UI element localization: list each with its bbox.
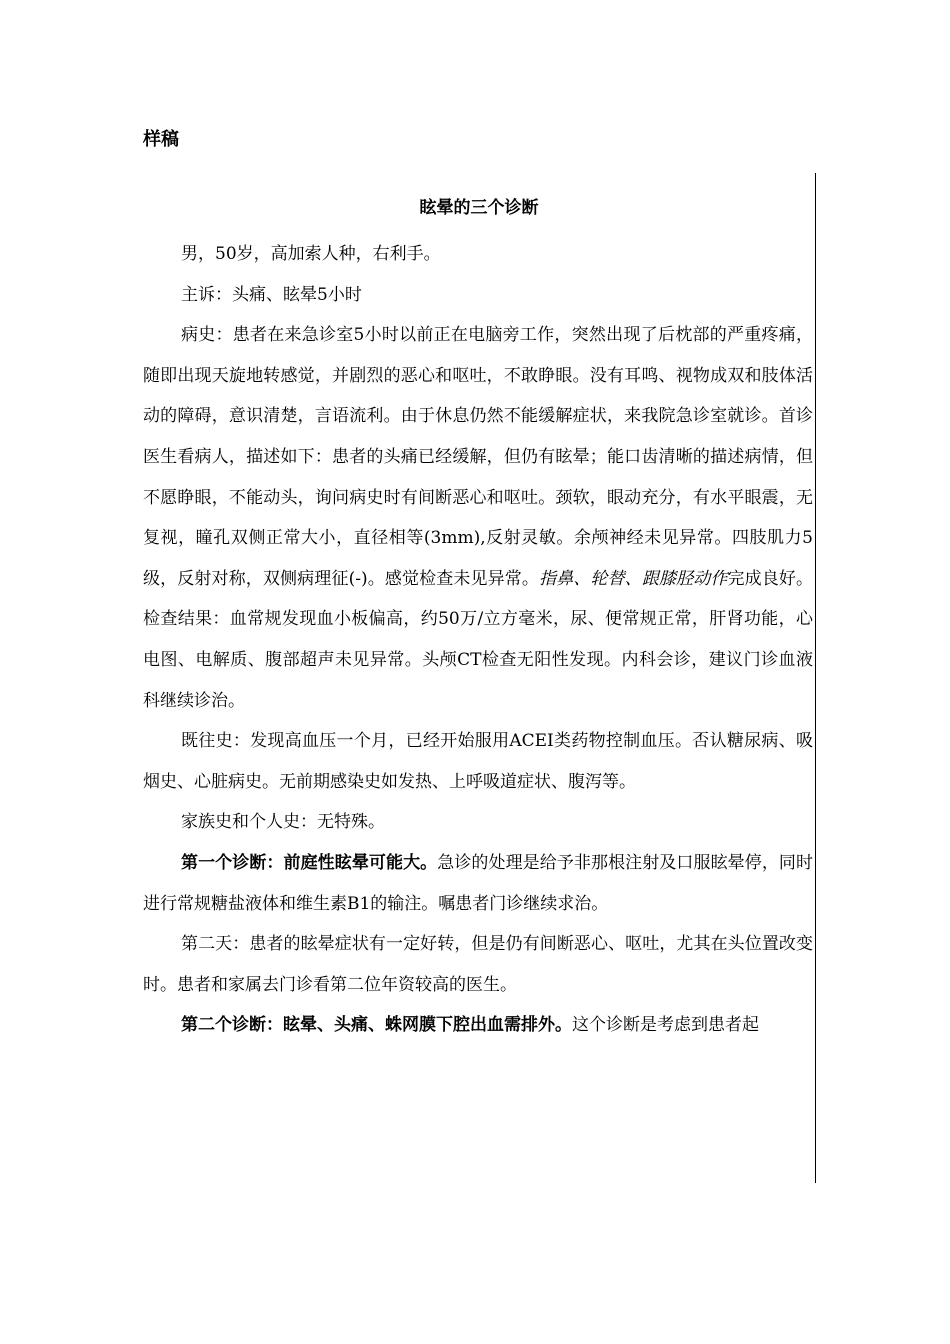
first-diagnosis-heading: 第一个诊断：前庭性眩晕可能大。 [181, 852, 438, 873]
second-diagnosis [143, 1005, 813, 1046]
history-text-part2: 完成良好。检查结果：血常规发现血小板偏高，约50万/立方毫米，尿、便常规正常，肝肾功能，心电图、电解质、腹部超声未见异常。头颅CT检查无阳性发现。内科会诊，建议门诊血液科继续诊治。 [143, 568, 814, 711]
second-diagnosis-text: 这个诊断是考虑到患者起 [572, 1015, 759, 1036]
first-diagnosis [143, 843, 813, 924]
right-margin-rule [815, 173, 816, 1183]
past-medical-history: 既往史：发现高血压一个月，已经开始服用ACEI类药物控制血压。否认糖尿病、吸烟史、心脏病史。无前期感染史如发热、上呼吸道症状、腹泻等。 [143, 731, 813, 792]
draft-watermark-label: 样稿 [143, 129, 179, 150]
patient-demographics: 男，50岁，高加索人种，右利手。 [181, 244, 441, 264]
document-body [143, 234, 813, 1046]
present-illness-history [143, 315, 813, 721]
second-day-note: 第二天：患者的眩晕症状有一定好转，但是仍有间断恶心、呕吐，尤其在头位置改变时。患者和家属去门诊看第二位年资较高的医生。 [143, 934, 813, 995]
history-text-part1: 病史：患者在来急诊室5小时以前正在电脑旁工作，突然出现了后枕部的严重疼痛，随即出现天旋地转感觉，并剧烈的恶心和呕吐，不敢睁眼。没有耳鸣、视物成双和肢体活动的障碍，意识清楚，言语流利。由于休息仍然不能缓解症状，来我院急诊室就诊。首诊医生看病人，描述如下：患者的头痛已经缓解，但仍有眩晕；能口齿清晰的描述病情，但不愿睁眼，不能动头，询问病史时有间断恶心和呕吐。颈软，眼动充分，有水平眼震，无复视，瞳孔双侧正常大小，直径相等(3mm),反射灵敏。余颅神经未见异常。四肢肌力5级，反射对称，双侧病理征(-)。感觉检查未见异常。 [143, 325, 813, 589]
document-title: 眩晕的三个诊断 [419, 198, 539, 218]
first-diagnosis-text: 急诊的处理是给予非那根注射及口服眩晕停，同时进行常规糖盐液体和维生素B1的输注。嘱患者门诊继续求治。 [143, 852, 813, 914]
history-coordination-tests: 指鼻、轮替、跟膝胫动作 [539, 568, 728, 589]
family-personal-history: 家族史和个人史：无特殊。 [181, 812, 385, 833]
second-diagnosis-heading: 第二个诊断：眩晕、头痛、蛛网膜下腔出血需排外。 [181, 1015, 572, 1036]
chief-complaint: 主诉：头痛、眩晕5小时 [181, 284, 362, 305]
